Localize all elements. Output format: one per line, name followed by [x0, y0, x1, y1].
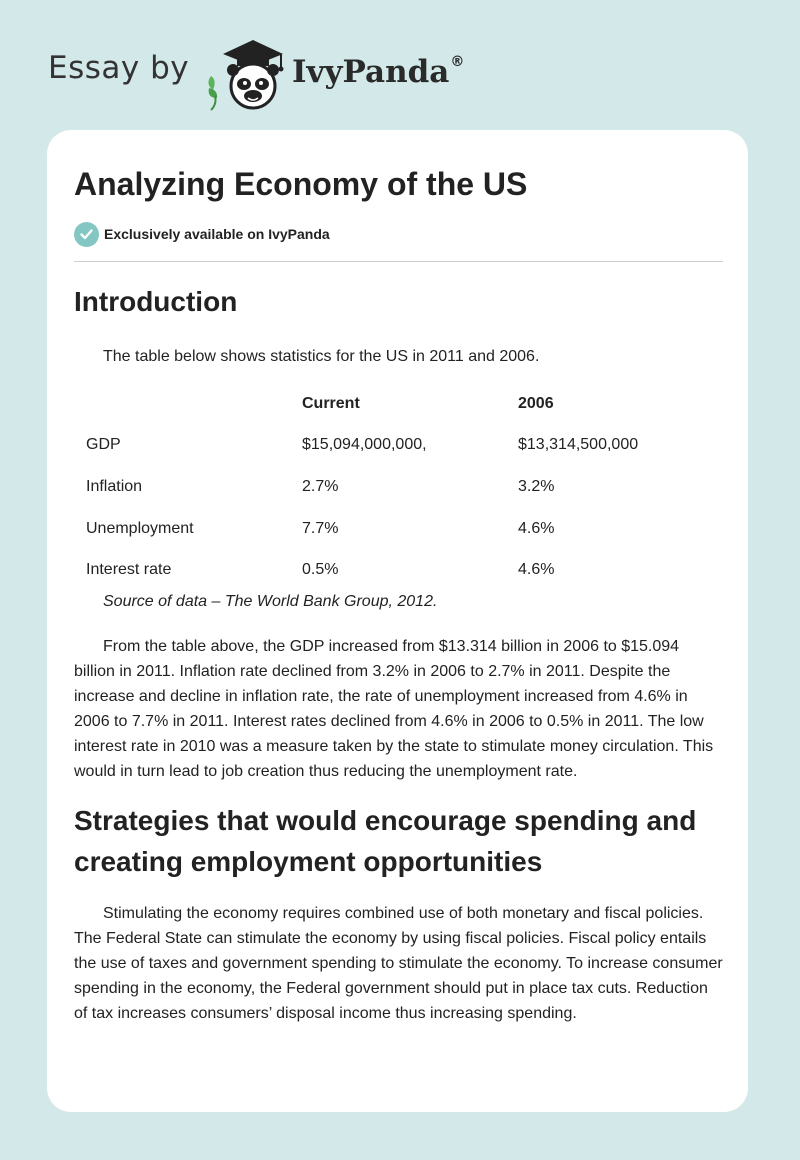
statistics-table [74, 383, 718, 591]
check-circle-icon [74, 222, 99, 247]
table-row [74, 425, 718, 467]
section-heading-strategies: Strategies that would encourage spending and creating employment opportunities [74, 805, 697, 877]
table-row [74, 466, 718, 508]
table-row [74, 508, 718, 550]
table-cell-label: Unemployment [86, 519, 194, 537]
table-cell-label: Interest rate [86, 561, 172, 579]
intro-lead-paragraph: The table below shows statistics for the US in 2011 and 2006. [103, 348, 540, 365]
panda-graduate-logo-icon[interactable] [203, 36, 288, 112]
table-cell-label: Inflation [86, 477, 143, 495]
table-cell-current: 7.7% [302, 519, 339, 537]
section-heading-introduction: Introduction [74, 286, 238, 317]
page-title: Analyzing Economy of the US [74, 166, 528, 202]
table-header-row [74, 383, 718, 425]
table-cell-2006: $13,314,500,000 [518, 436, 639, 454]
table-cell-2006: 4.6% [518, 519, 555, 537]
table-cell-current: 0.5% [302, 561, 339, 579]
table-row [74, 549, 718, 591]
exclusive-badge-text: Exclusively available on IvyPanda [104, 226, 330, 242]
exclusive-badge [74, 221, 330, 247]
table-header-cell: 2006 [518, 394, 554, 412]
table-header-cell [74, 383, 302, 425]
site-header [48, 32, 548, 112]
table-cell-2006: 3.2% [518, 477, 555, 495]
article-card [47, 130, 748, 1112]
table-header-cell: Current [302, 394, 360, 412]
body-paragraph: From the table above, the GDP increased from $13.314 billion in 2006 to $15.094 billion in 2011. Inflation rate declined from 3.2% in 2006 to 2.7% in 2011. Despite the increase and decline in inflation rate, the rate of unemployment increased from 4.6% in 2006 to 7.7% in 2011. Interest rates declined from 4.6% in 2006 to 0.5% in 2011. The low interest rate in 2010 was a measure taken by the state to stimulate money circulation. This would in turn lead to job creation thus reducing the unemployment rate. [74, 638, 714, 780]
title-divider [74, 261, 723, 262]
registered-mark: ® [450, 54, 465, 70]
body-paragraph: Stimulating the economy requires combined use of both monetary and fiscal policies. The Federal State can stimulate the economy by using fiscal policies. Fiscal policy entails the use of taxes and government spending to stimulate the economy. To increase consumer spending in the economy, the Federal government should put in place tax cuts. Reduction of tax increases consumers’ disposal income thus increasing spending. [74, 905, 723, 1022]
table-cell-current: $15,094,000,000, [302, 436, 427, 454]
essay-by-label: Essay by [48, 50, 190, 86]
table-cell-current: 2.7% [302, 477, 339, 495]
table-cell-label: GDP [86, 436, 121, 454]
table-cell-2006: 4.6% [518, 561, 555, 579]
source-caption: Source of data – The World Bank Group, 2012. [103, 593, 438, 610]
brand-name[interactable]: IvyPanda® [292, 54, 465, 90]
